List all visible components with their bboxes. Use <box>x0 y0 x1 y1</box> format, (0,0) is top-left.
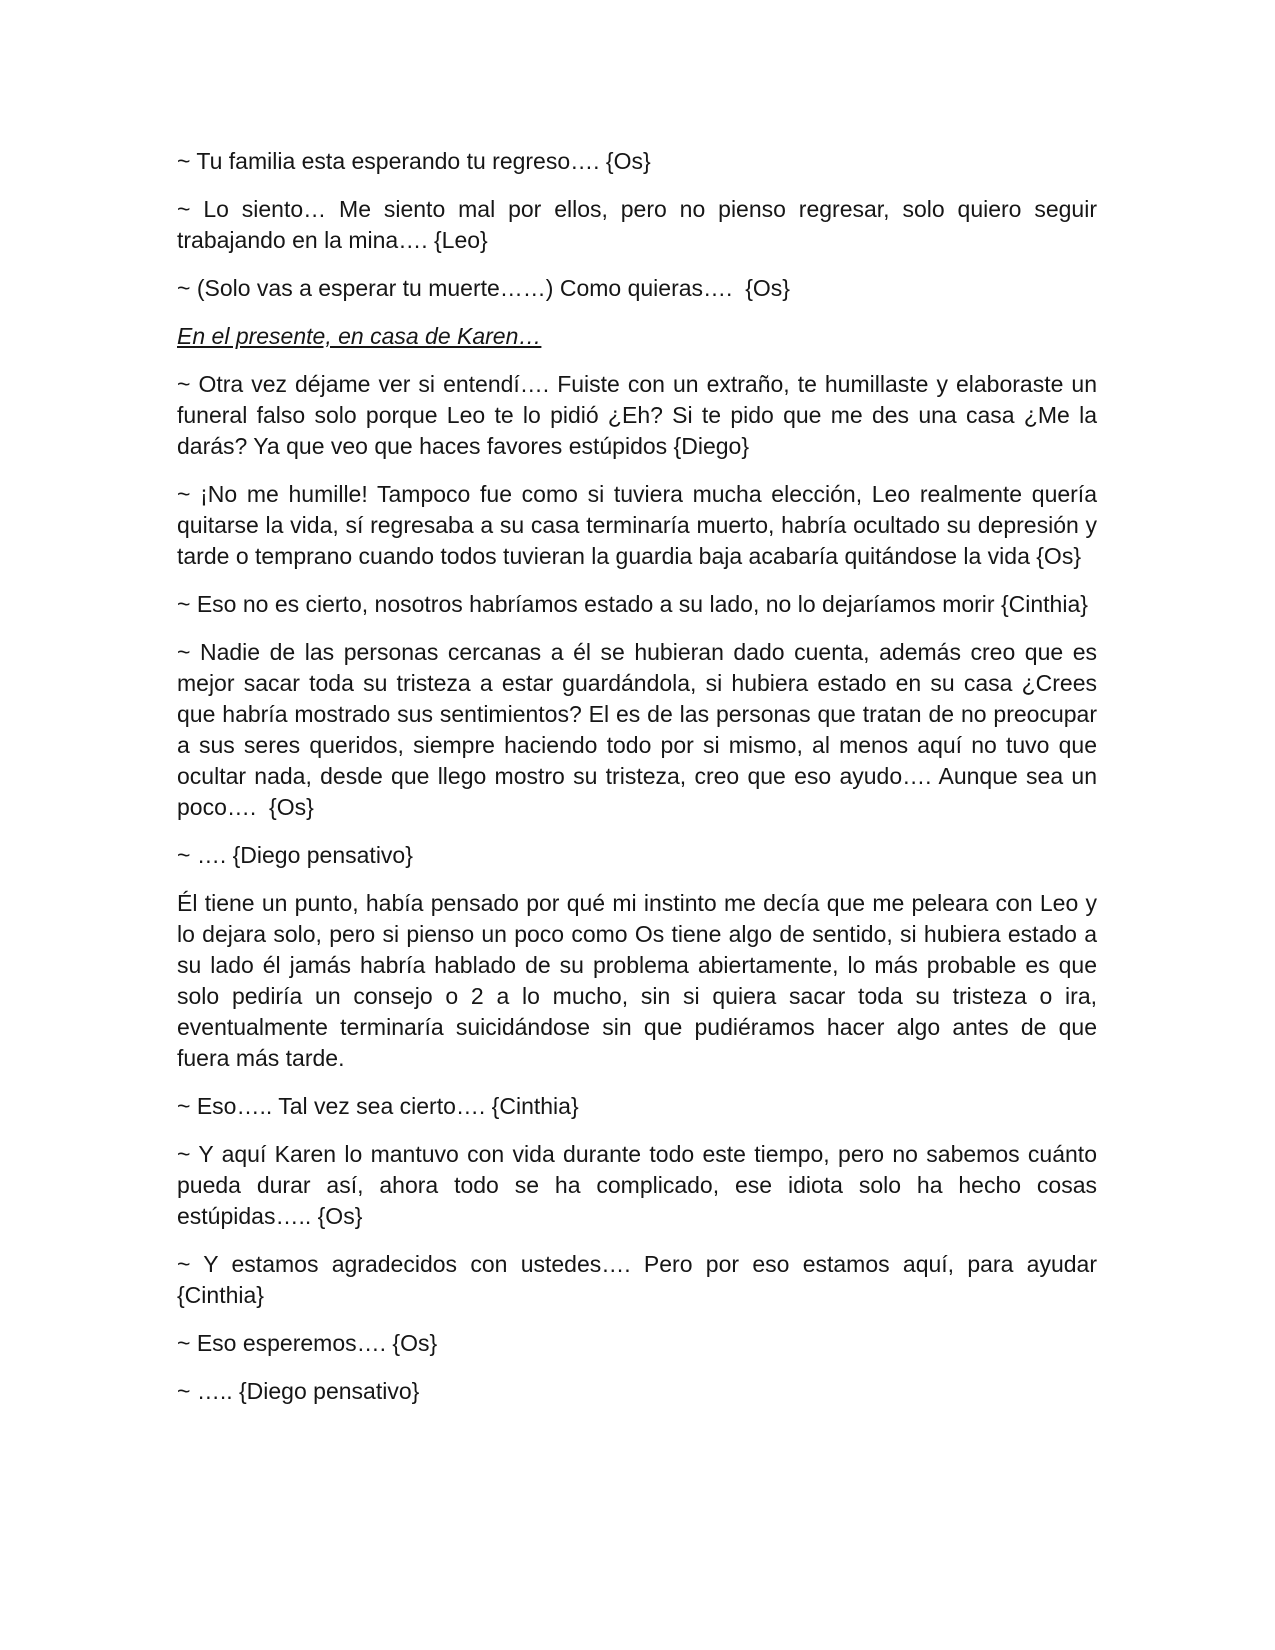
scene-heading: En el presente, en casa de Karen… <box>177 323 542 349</box>
dialogue-line: ~ ¡No me humille! Tampoco fue como si tuviera mucha elección, Leo realmente quería quitarse la vida, sí regresaba a su casa terminaría muerto, habría ocultado su depresión y tarde o temprano cuando todos tuvieran la guardia baja acabaría quitándose la vida {Os} <box>177 481 1104 569</box>
dialogue-line: ~ Eso esperemos…. {Os} <box>177 1330 438 1356</box>
document-page <box>177 146 1104 1424</box>
dialogue-line: ~ Otra vez déjame ver si entendí…. Fuiste con un extraño, te humillaste y elaboraste un funeral falso solo porque Leo te lo pidió ¿Eh? Si te pido que me des una casa ¿Me la darás? Ya que veo que haces favores estúpidos {Diego} <box>177 371 1104 459</box>
dialogue-line: ~ …. {Diego pensativo} <box>177 842 413 868</box>
dialogue-line: ~ Y estamos agradecidos con ustedes…. Pero por eso estamos aquí, para ayudar {Cinthia} <box>177 1251 1104 1308</box>
dialogue-line: ~ Nadie de las personas cercanas a él se hubieran dado cuenta, además creo que es mejor sacar toda su tristeza a estar guardándola, si hubiera estado en su casa ¿Crees que habría mostrado sus sentimientos? El es de las personas que tratan de no preocupar a sus seres queridos, siempre haciendo todo por si mismo, al menos aquí no tuvo que ocultar nada, desde que llego mostro su tristeza, creo que eso ayudo…. Aunque sea un poco…. {Os} <box>177 639 1104 820</box>
dialogue-line: ~ (Solo vas a esperar tu muerte……) Como quieras…. {Os} <box>177 275 790 301</box>
dialogue-line: ~ Eso no es cierto, nosotros habríamos estado a su lado, no lo dejaríamos morir {Cinthia} <box>177 591 1088 617</box>
dialogue-line: ~ Tu familia esta esperando tu regreso…. {Os} <box>177 148 651 174</box>
dialogue-line: ~ Y aquí Karen lo mantuvo con vida durante todo este tiempo, pero no sabemos cuánto pueda durar así, ahora todo se ha complicado, ese idiota solo ha hecho cosas estúpidas….. {Os} <box>177 1141 1104 1229</box>
dialogue-line: ~ Lo siento… Me siento mal por ellos, pero no pienso regresar, solo quiero seguir trabajando en la mina…. {Leo} <box>177 196 1104 253</box>
dialogue-line: ~ ….. {Diego pensativo} <box>177 1378 420 1404</box>
narration-paragraph: Él tiene un punto, había pensado por qué mi instinto me decía que me peleara con Leo y lo dejara solo, pero si pienso un poco como Os tiene algo de sentido, si hubiera estado a su lado él jamás habría hablado de su problema abiertamente, lo más probable es que solo pediría un consejo o 2 a lo mucho, sin si quiera sacar toda su tristeza o ira, eventualmente terminaría suicidándose sin que pudiéramos hacer algo antes de que fuera más tarde. <box>177 890 1104 1071</box>
dialogue-line: ~ Eso….. Tal vez sea cierto…. {Cinthia} <box>177 1093 579 1119</box>
